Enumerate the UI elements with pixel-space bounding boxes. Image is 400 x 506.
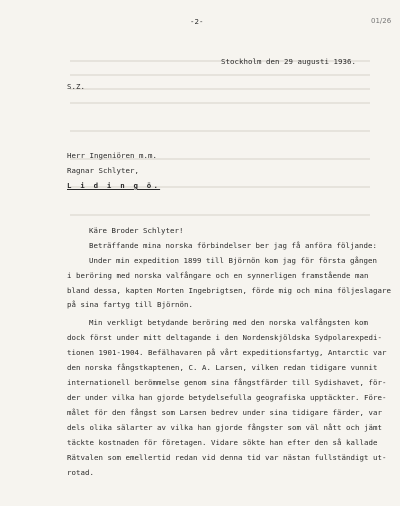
handwritten-reference: 01/26	[371, 17, 392, 25]
body-line: den norska fångstkaptenen, C. A. Larsen, vilken redan tidigare vunnit	[67, 363, 378, 372]
bleed-through-line	[70, 74, 370, 76]
body-line: Rätvalen som emellertid redan vid denna tid var nästan fullständigt ut-	[67, 453, 387, 462]
body-line: målet för den fångst som Larsen bedrev under sina tidigare färder, var	[67, 408, 382, 417]
recipient-title: Herr Ingeniören m.m.	[67, 151, 157, 160]
body-line: på sina fartyg till Björnön.	[67, 300, 193, 309]
body-line: der under vilka han gjorde betydelsefulla geografiska upptäckter. Före-	[67, 393, 387, 402]
recipient-city: L i d i n g ö.	[67, 181, 161, 190]
body-line: rotad.	[67, 468, 94, 477]
body-line: i beröring med norska valfångare och en synnerligen framstående man	[67, 271, 369, 280]
bleed-through-line	[70, 88, 370, 90]
bleed-through-line	[70, 130, 370, 132]
body-line: dock först under mitt deltagande i den Nordenskjöldska Sydpolarexpedi-	[67, 333, 382, 342]
body-line: dels olika sälarter av vilka han gjorde fångster som väl nått och jämt	[67, 423, 382, 432]
body-line: bland dessa, kapten Morten Ingebrigtsen, förde mig och mina följeslagare	[67, 286, 391, 295]
bleed-through-line	[70, 214, 370, 216]
dateline: Stockholm den 29 augusti 1936.	[221, 57, 356, 66]
salutation: Käre Broder Schlyter!	[89, 226, 184, 235]
body-line: internationell berömmelse genom sina fångstfärder till Sydishavet, för-	[67, 378, 387, 387]
body-line: tionen 1901-1904. Befälhavaren på vårt expeditionsfartyg, Antarctic var	[67, 348, 387, 357]
page-number: -2-	[190, 17, 204, 26]
body-line: täckte kostnaden för företagen. Vidare sökte han efter den så kallade	[67, 438, 378, 447]
bleed-through-line	[70, 102, 370, 104]
body-line: Min verkligt betydande beröring med den norska valfångsten kom	[89, 318, 368, 327]
body-line: Under min expedition 1899 till Björnön kom jag för första gången	[89, 256, 377, 265]
body-line: Beträffande mina norska förbindelser ber jag få anföra följande:	[89, 241, 377, 250]
reference-code: S.Z.	[67, 82, 85, 91]
recipient-name: Ragnar Schlyter,	[67, 166, 139, 175]
